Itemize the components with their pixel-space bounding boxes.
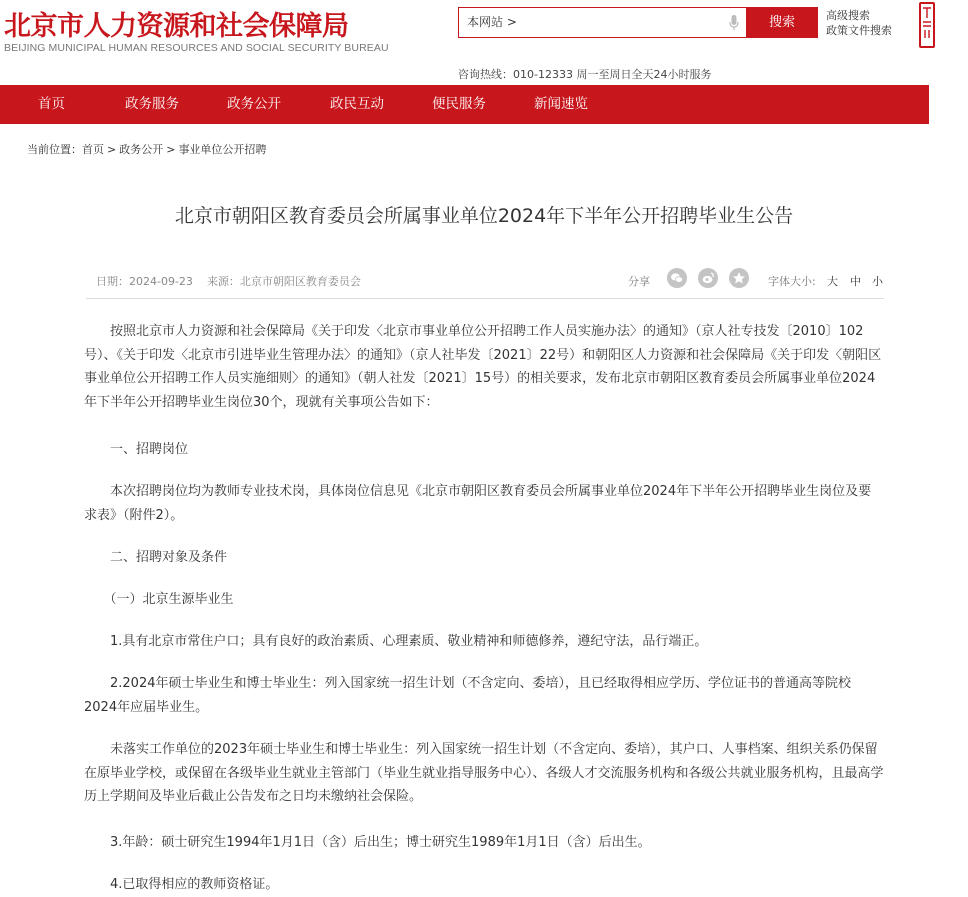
article-meta — [96, 273, 375, 289]
article-paragraph: 3.年龄：硕士研究生1994年1月1日（含）后出生；博士研究生1989年1月1日（含）后出生。 — [84, 835, 651, 850]
font-size-small[interactable]: 小 — [872, 275, 883, 288]
subsection-heading: （一）北京生源毕业生 — [84, 592, 234, 607]
policy-search-link[interactable]: 政策文件搜索 — [826, 24, 892, 37]
breadcrumb-separator: > — [166, 143, 176, 156]
font-size-large[interactable]: 大 — [827, 275, 838, 288]
microphone-icon[interactable] — [729, 15, 739, 31]
breadcrumb — [27, 141, 269, 157]
divider — [86, 298, 884, 299]
font-size-medium[interactable]: 中 — [850, 275, 861, 288]
article-paragraph: 按照北京市人力资源和社会保障局《关于印发〈北京市事业单位公开招聘工作人员实施办法〉的通知》（京人社专技发〔2010〕102号）、《关于印发〈北京市引进毕业生管理办法〉的通知》（京人社毕发〔2021〕22号）和朝阳区人力资源和社会保障局《关于印发〈朝阳区事业单位公开招聘工作人员实施细则〉的通知》（朝人社发〔2021〕15号）的相关要求，发布北京市朝阳区教育委员会所属事业单位2024年下半年公开招聘毕业生岗位30个，现就有关事项公告如下： — [84, 324, 882, 410]
wechat-share-icon[interactable] — [667, 268, 687, 288]
article-paragraph: 未落实工作单位的2023年硕士毕业生和博士毕业生：列入国家统一招生计划（不含定向、委培），其户口、人事档案、组织关系仍保留在原毕业学校，或保留在各级毕业生就业主管部门（毕业生就业指导服务中心）、各级人才交流服务机构和各级公共就业服务机构，且最高学历上学期间及毕业后截止公告发布之日均未缴纳社会保险。 — [84, 742, 884, 804]
breadcrumb-current[interactable]: 事业单位公开招聘 — [178, 143, 267, 156]
section-heading: 二、招聘对象及条件 — [84, 550, 228, 565]
nav-item-interaction[interactable]: 政民互动 — [330, 96, 384, 112]
section-heading: 一、招聘岗位 — [84, 442, 189, 457]
main-nav — [0, 85, 929, 124]
search-scope-selector[interactable]: 本网站 > — [467, 15, 517, 29]
advanced-search-link[interactable]: 高级搜索 — [826, 9, 870, 22]
breadcrumb-home[interactable]: 首页 — [82, 143, 104, 156]
nav-item-convenience[interactable]: 便民服务 — [432, 96, 486, 112]
article-source: 来源：北京市朝阳区教育委员会 — [206, 275, 361, 288]
font-size-label: 字体大小: — [768, 275, 816, 288]
breadcrumb-separator: > — [107, 143, 117, 156]
search-button[interactable]: 搜索 — [746, 7, 818, 38]
breadcrumb-prefix: 当前位置： — [27, 143, 82, 156]
site-logo-subtitle: BEIJING MUNICIPAL HUMAN RESOURCES AND SOCIAL SECURITY BUREAU — [4, 42, 389, 54]
search-links — [826, 8, 892, 38]
nav-item-open-affairs[interactable]: 政务公开 — [227, 96, 281, 112]
hotline-text: 咨询热线：010-12333 周一至周日全天24小时服务 — [458, 68, 712, 81]
favorite-share-icon[interactable] — [729, 268, 749, 288]
article-paragraph: 本次招聘岗位均为教师专业技术岗，具体岗位信息见《北京市朝阳区教育委员会所属事业单位2024年下半年公开招聘毕业生岗位及要求表》（附件2）。 — [84, 484, 872, 523]
site-logo-title[interactable]: 北京市人力资源和社会保障局 — [4, 11, 349, 42]
nav-item-services[interactable]: 政务服务 — [125, 96, 179, 112]
article-paragraph: 2.2024年硕士毕业生和博士毕业生：列入国家统一招生计划（不含定向、委培），且已经取得相应学历、学位证书的普通高等院校2024年应届毕业生。 — [84, 676, 851, 715]
side-badge-icon[interactable] — [919, 2, 935, 48]
article-title: 北京市朝阳区教育委员会所属事业单位2024年下半年公开招聘毕业生公告 — [174, 205, 794, 227]
badge-mark-icon — [921, 4, 933, 46]
article-paragraph: 1.具有北京市常住户口；具有良好的政治素质、心理素质、敬业精神和师德修养，遵纪守法，品行端正。 — [84, 634, 708, 649]
weibo-share-icon[interactable] — [698, 268, 718, 288]
breadcrumb-open-affairs[interactable]: 政务公开 — [119, 143, 164, 156]
site-header — [0, 0, 929, 85]
nav-item-home[interactable]: 首页 — [38, 96, 65, 112]
article-date: 日期：2024-09-23 — [96, 275, 193, 288]
nav-item-news[interactable]: 新闻速览 — [534, 96, 588, 112]
search-input[interactable] — [458, 7, 746, 38]
article-paragraph: 4.已取得相应的教师资格证。 — [84, 877, 279, 892]
share-label: 分享 — [628, 275, 650, 288]
